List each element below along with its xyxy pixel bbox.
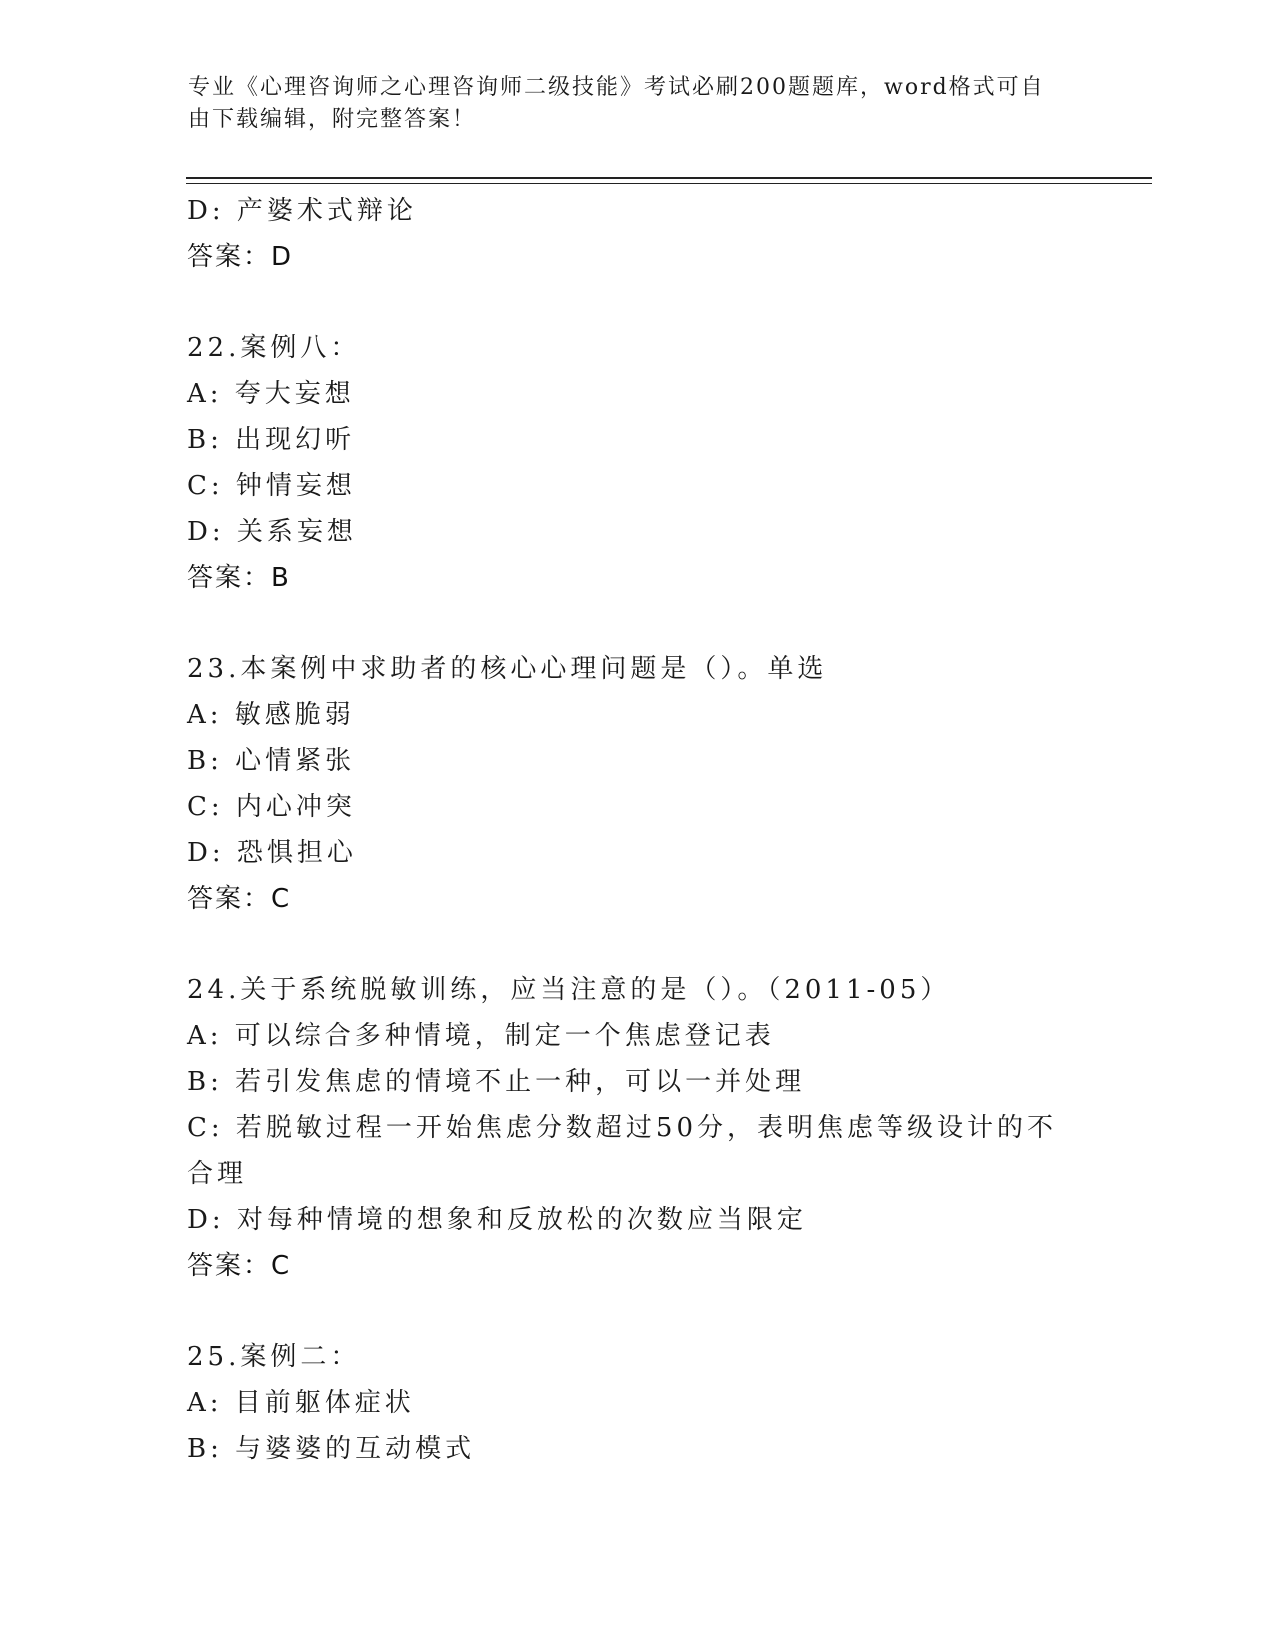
question-block — [187, 646, 1087, 922]
option-d: D: 恐惧担心 — [187, 838, 357, 868]
answer-line: 答案：D — [187, 242, 294, 272]
option-d: D: 对每种情境的想象和反放松的次数应当限定 — [187, 1205, 807, 1235]
option-c: C: 内心冲突 — [187, 792, 356, 822]
answer-line: 答案：C — [187, 884, 292, 914]
option-a: A: 敏感脆弱 — [187, 700, 355, 730]
option-d: D: 产婆术式辩论 — [187, 196, 417, 226]
option-b: B: 出现幻听 — [187, 425, 356, 455]
question-stem: 24.关于系统脱敏训练，应当注意的是（）。（2011-05） — [187, 975, 951, 1005]
option-d: D: 关系妄想 — [187, 517, 357, 547]
question-block — [187, 967, 1087, 1289]
question-stem: 22.案例八： — [187, 333, 361, 363]
option-a: A: 夸大妄想 — [187, 379, 355, 409]
option-b: B: 心情紧张 — [187, 746, 356, 776]
question-block — [187, 1334, 1087, 1472]
question-block — [187, 325, 1087, 601]
option-b: B: 与婆婆的互动模式 — [187, 1434, 476, 1464]
option-a: A: 目前躯体症状 — [187, 1388, 415, 1418]
document-header: 专业《心理咨询师之心理咨询师二级技能》考试必刷200题题库，word格式可自由下载编辑，附完整答案！ — [188, 75, 1045, 132]
option-c: C: 若脱敏过程一开始焦虑分数超过50分，表明焦虑等级设计的不合理 — [187, 1113, 1058, 1189]
option-b: B: 若引发焦虑的情境不止一种，可以一并处理 — [187, 1067, 806, 1097]
question-stem: 25.案例二： — [187, 1342, 361, 1372]
answer-line: 答案：B — [187, 563, 291, 593]
option-c: C: 钟情妄想 — [187, 471, 356, 501]
document-body — [187, 188, 1087, 1472]
answer-line: 答案：C — [187, 1251, 292, 1281]
header-divider — [186, 177, 1152, 184]
option-a: A: 可以综合多种情境，制定一个焦虑登记表 — [187, 1021, 775, 1051]
question-stem: 23.本案例中求助者的核心心理问题是（）。单选 — [187, 654, 828, 684]
